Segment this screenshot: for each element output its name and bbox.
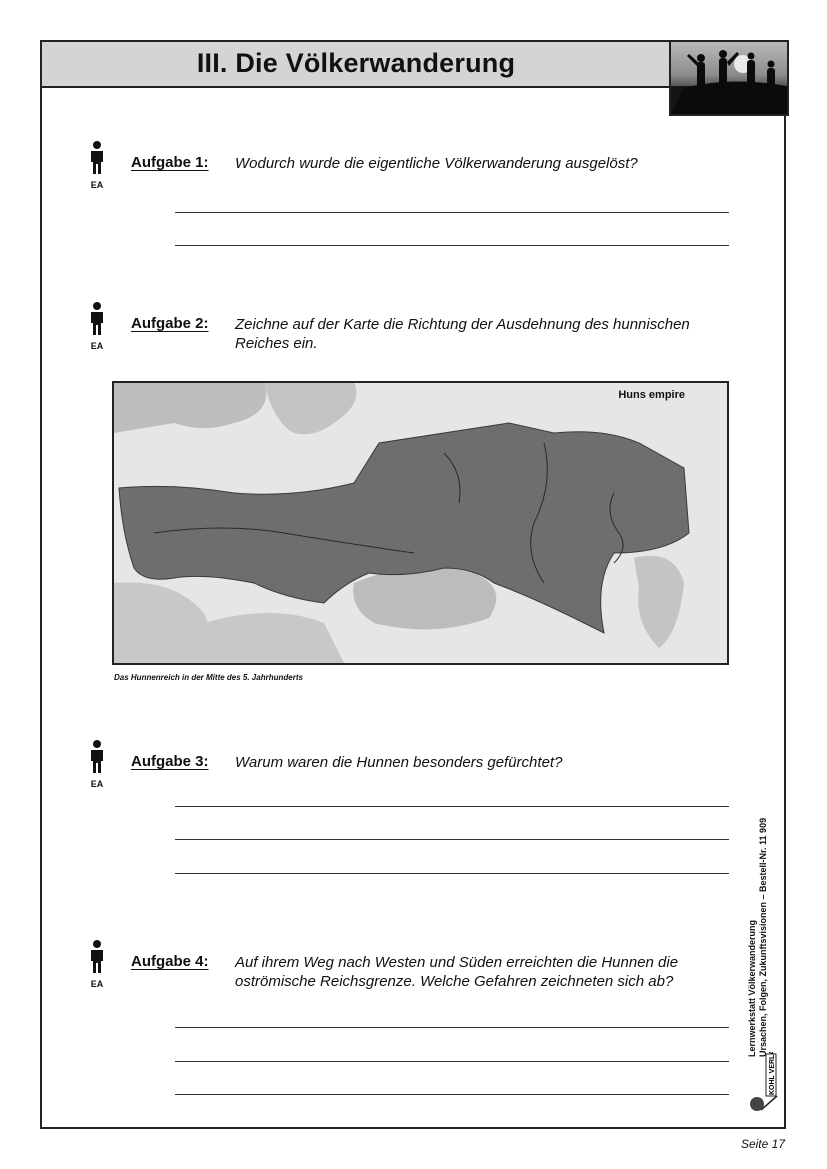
task-question: Auf ihrem Weg nach Westen und Süden erreichten die Hunnen die oströmische Reichsgrenze. Welche Gefahren zeichneten sich ab? [235, 954, 679, 990]
answer-line[interactable] [175, 806, 729, 807]
svg-text:KOHL VERLAG: KOHL VERLAG [769, 1052, 776, 1095]
answer-line[interactable] [175, 1027, 729, 1028]
answer-line[interactable] [175, 873, 729, 874]
task-label: Aufgabe 4: [131, 953, 209, 970]
answer-line[interactable] [175, 1094, 729, 1095]
individual-work-icon [84, 939, 110, 989]
task-question: Wodurch wurde die eigentliche Völkerwanderung ausgelöst? [235, 155, 638, 172]
ea-badge: EA [90, 979, 104, 989]
worksheet-frame [40, 40, 786, 1129]
task-label: Aufgabe 3: [131, 753, 209, 770]
page-title: III. Die Völkerwanderung [196, 48, 516, 78]
ea-badge: EA [90, 779, 104, 789]
map-label: Huns empire [618, 389, 685, 401]
task-label: Aufgabe 1: [131, 154, 209, 171]
sidebar-subtitle: Ursachen, Folgen, Zukunftsvisionen – Bestell-Nr. 11 909 [758, 817, 768, 1057]
answer-line[interactable] [175, 1061, 729, 1062]
answer-line[interactable] [175, 245, 729, 246]
title-bar [42, 42, 670, 88]
ea-badge: EA [90, 180, 104, 190]
page-number: Seite 17 [740, 1137, 785, 1151]
task-label: Aufgabe 2: [131, 315, 209, 332]
huns-empire-map[interactable] [112, 381, 729, 665]
map-caption: Das Hunnenreich in der Mitte des 5. Jahrhunderts [114, 673, 303, 682]
task-question: Zeichne auf der Karte die Richtung der Ausdehnung des hunnischen Reiches ein. [235, 316, 690, 352]
answer-line[interactable] [175, 212, 729, 213]
ea-badge: EA [90, 341, 104, 351]
task-question: Warum waren die Hunnen besonders gefürchtet? [235, 754, 563, 771]
individual-work-icon [84, 140, 110, 190]
header-photo [669, 40, 789, 116]
individual-work-icon [84, 301, 110, 351]
publisher-sidebar [747, 757, 785, 1057]
publisher-logo [747, 1052, 783, 1114]
sidebar-title: Lernwerkstatt Völkerwanderung [747, 919, 757, 1057]
individual-work-icon [84, 739, 110, 789]
answer-line[interactable] [175, 839, 729, 840]
